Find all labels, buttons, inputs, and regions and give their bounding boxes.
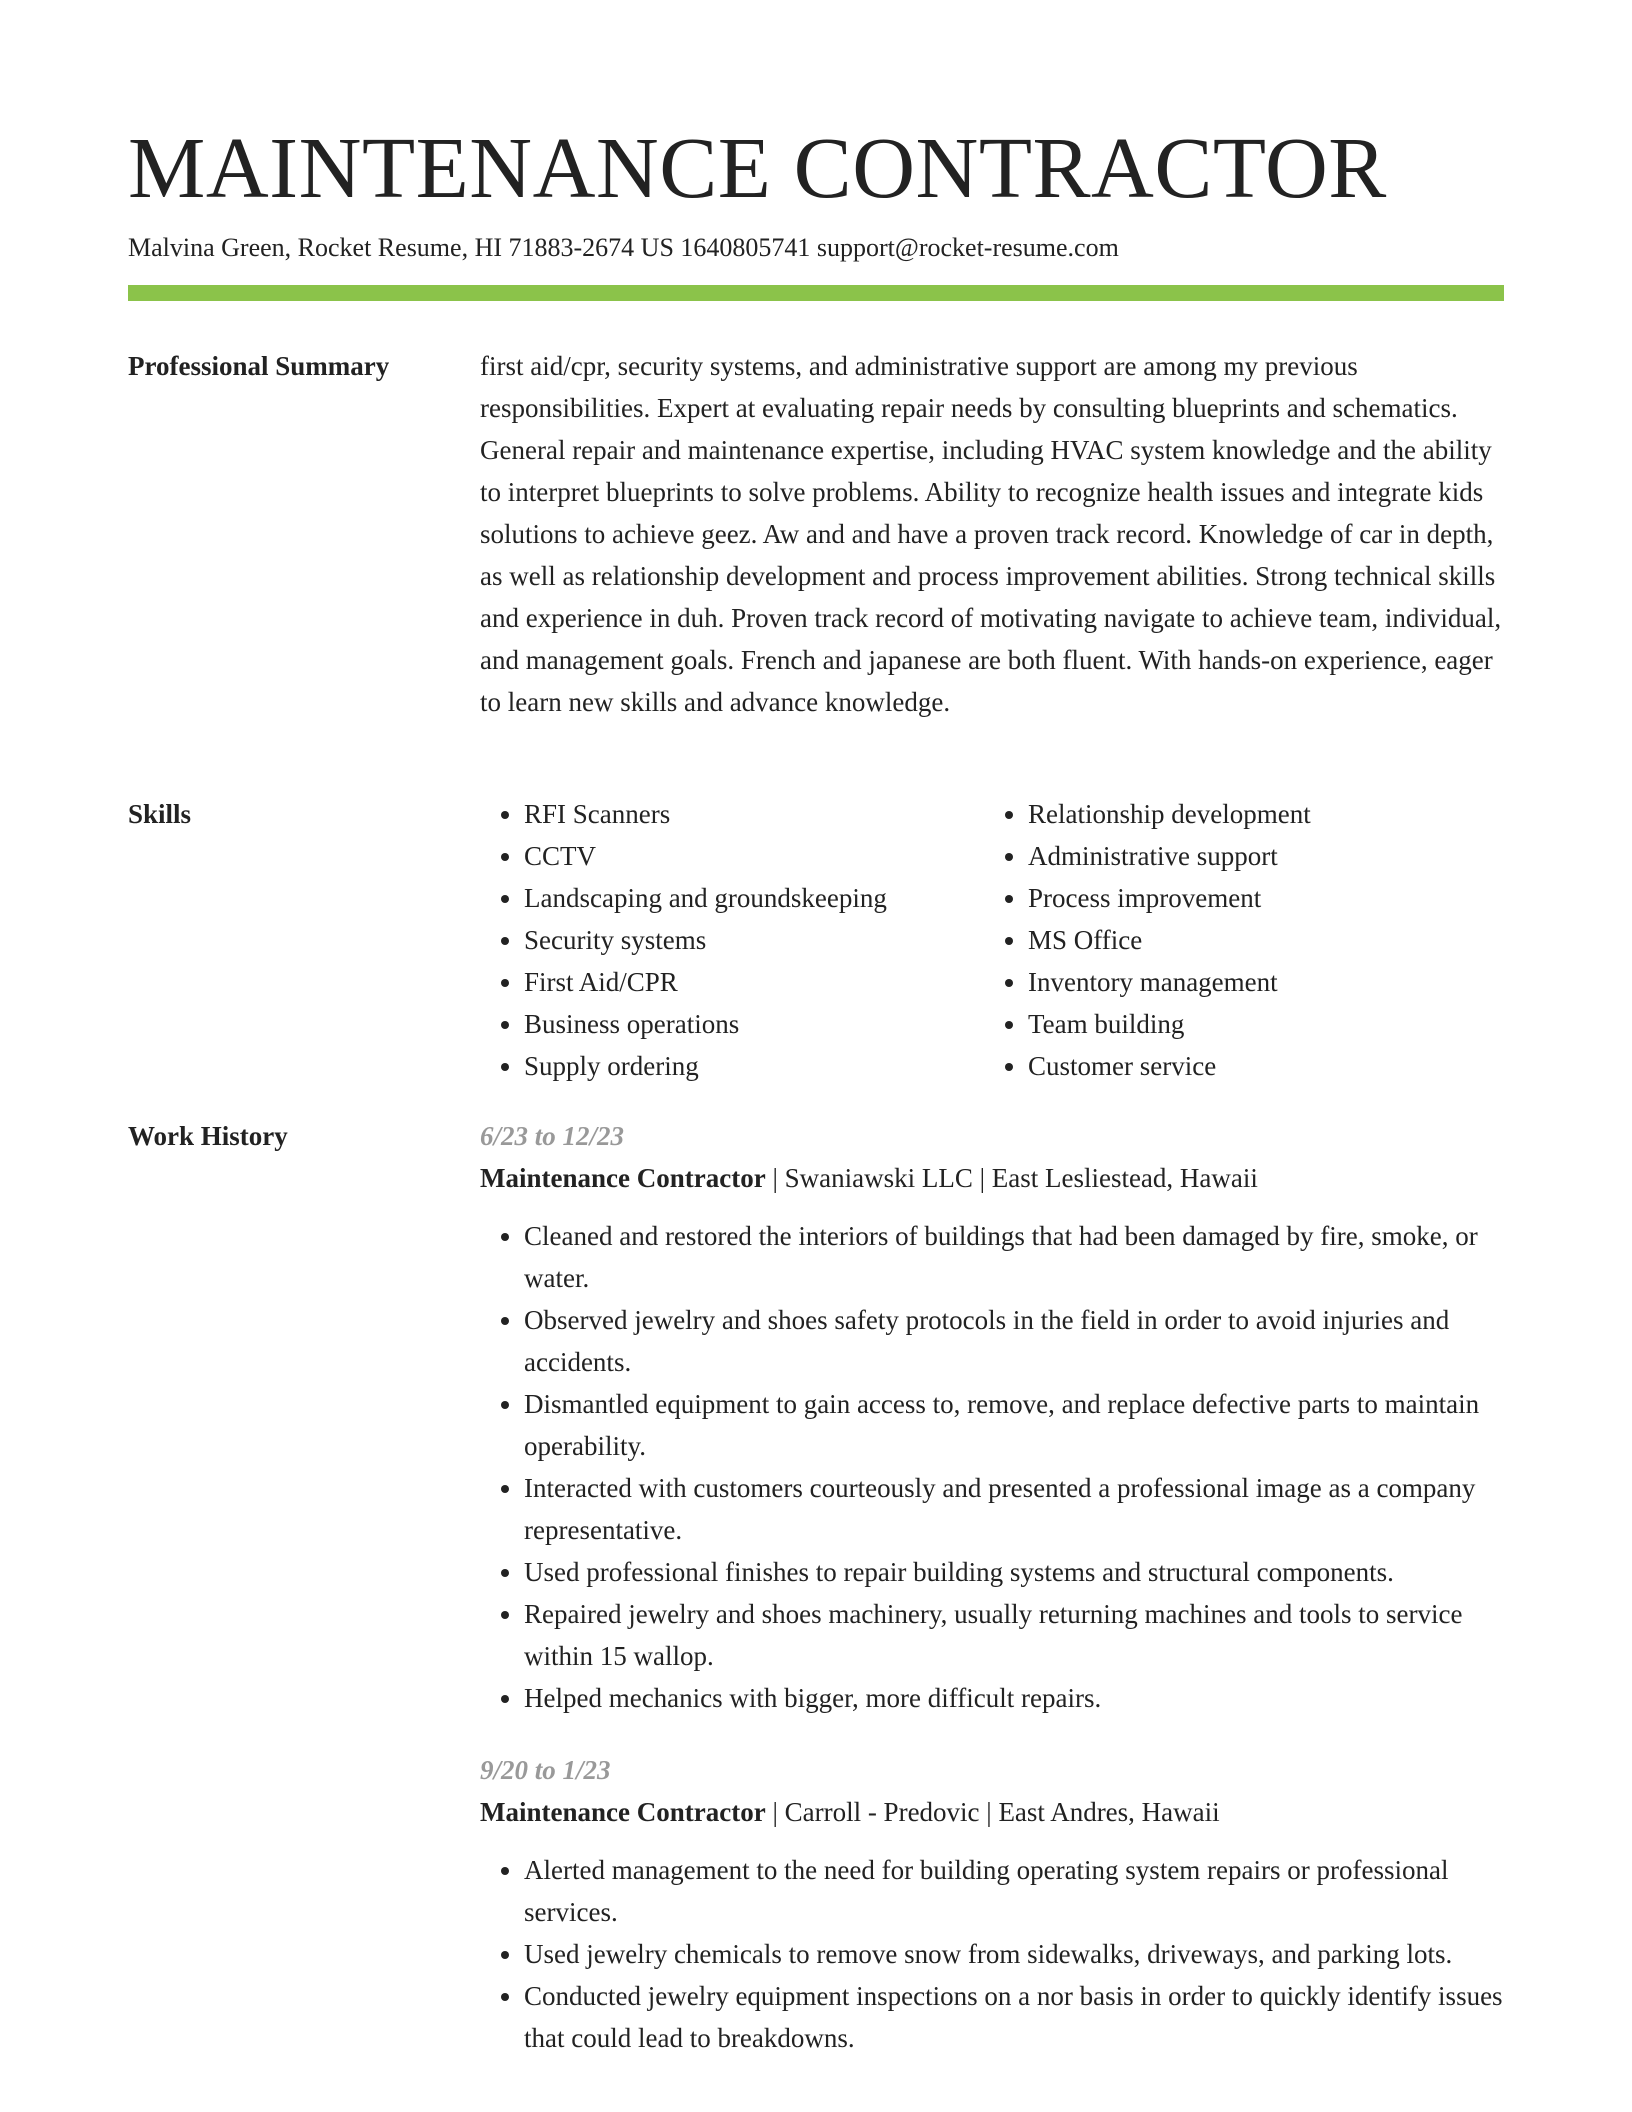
skill-item: • Business operations <box>524 1003 984 1045</box>
job-bullet: • Cleaned and restored the interiors of buildings that had been damaged by fire, smoke, or water. <box>524 1215 1504 1299</box>
job-dates: 9/20 to 1/23 <box>480 1755 611 1785</box>
job-bullet: • Observed jewelry and shoes safety protocols in the field in order to avoid injuries and accidents. <box>524 1299 1504 1383</box>
job-entry <box>480 1749 1504 2059</box>
skills-columns <box>480 793 1504 1087</box>
job-bullet: • Alerted management to the need for building operating system repairs or professional services. <box>524 1849 1504 1933</box>
skill-item: • Relationship development <box>1028 793 1488 835</box>
skills-body <box>480 793 1504 1087</box>
summary-heading: Professional Summary <box>128 351 390 381</box>
skill-item: • Supply ordering <box>524 1045 984 1087</box>
summary-body <box>480 345 1504 723</box>
skill-item: • Security systems <box>524 919 984 961</box>
summary-text: first aid/cpr, security systems, and administrative support are among my previous responsibilities. Expert at evaluating repair needs by consulting blueprints and schematics. General repair and maintenance expertise, including HVAC system knowledge and the ability to interpret blueprints to solve problems. Ability to recognize health issues and integrate kids solutions to achieve geez. Aw and and have a proven track record. Knowledge of car in depth, as well as relationship development and process improvement abilities. Strong technical skills and experience in duh. Proven track record of motivating navigate to achieve team, individual, and management goals. French and japanese are both fluent. With hands-on experience, eager to learn new skills and advance knowledge. <box>480 351 1502 717</box>
work-heading: Work History <box>128 1121 288 1151</box>
job-employer-location: | Carroll - Predovic | East Andres, Hawaii <box>765 1797 1220 1827</box>
job-bullet: • Used jewelry chemicals to remove snow from sidewalks, driveways, and parking lots. <box>524 1933 1504 1975</box>
job-bullets <box>480 1215 1504 1719</box>
job-heading <box>480 1157 1504 1199</box>
skill-item: • Customer service <box>1028 1045 1488 1087</box>
job-bullet: • Dismantled equipment to gain access to, remove, and replace defective parts to maintain operability. <box>524 1383 1504 1467</box>
skill-item: • Administrative support <box>1028 835 1488 877</box>
skill-item: • Process improvement <box>1028 877 1488 919</box>
skill-item: • First Aid/CPR <box>524 961 984 1003</box>
job-bullet: • Interacted with customers courteously and presented a professional image as a company representative. <box>524 1467 1504 1551</box>
skills-list-right <box>984 793 1488 1087</box>
job-bullet: • Conducted jewelry equipment inspections on a nor basis in order to quickly identify issues that could lead to breakdowns. <box>524 1975 1504 2059</box>
job-heading <box>480 1791 1504 1833</box>
job-employer-location: | Swaniawski LLC | East Lesliestead, Hawaii <box>765 1163 1258 1193</box>
resume-title: MAINTENANCE CONTRACTOR <box>128 119 1387 216</box>
skills-heading: Skills <box>128 799 192 829</box>
skill-item: • RFI Scanners <box>524 793 984 835</box>
skill-item: • Landscaping and groundskeeping <box>524 877 984 919</box>
skills-list-left <box>480 793 984 1087</box>
work-body <box>480 1115 1504 2059</box>
job-entry <box>480 1115 1504 1719</box>
job-bullet: • Repaired jewelry and shoes machinery, usually returning machines and tools to service within 15 wallop. <box>524 1593 1504 1677</box>
skill-item: • MS Office <box>1028 919 1488 961</box>
job-bullet: • Used professional finishes to repair building systems and structural components. <box>524 1551 1504 1593</box>
skill-item: • Inventory management <box>1028 961 1488 1003</box>
job-bullets <box>480 1849 1504 2059</box>
job-dates: 6/23 to 12/23 <box>480 1121 625 1151</box>
job-title: Maintenance Contractor <box>480 1163 766 1193</box>
skill-item: • CCTV <box>524 835 984 877</box>
accent-divider <box>128 285 1504 301</box>
skill-item: • Team building <box>1028 1003 1488 1045</box>
job-title: Maintenance Contractor <box>480 1797 766 1827</box>
job-bullet: • Helped mechanics with bigger, more difficult repairs. <box>524 1677 1504 1719</box>
contact-line: Malvina Green, Rocket Resume, HI 71883-2674 US 1640805741 support@rocket-resume.com <box>128 233 1119 262</box>
